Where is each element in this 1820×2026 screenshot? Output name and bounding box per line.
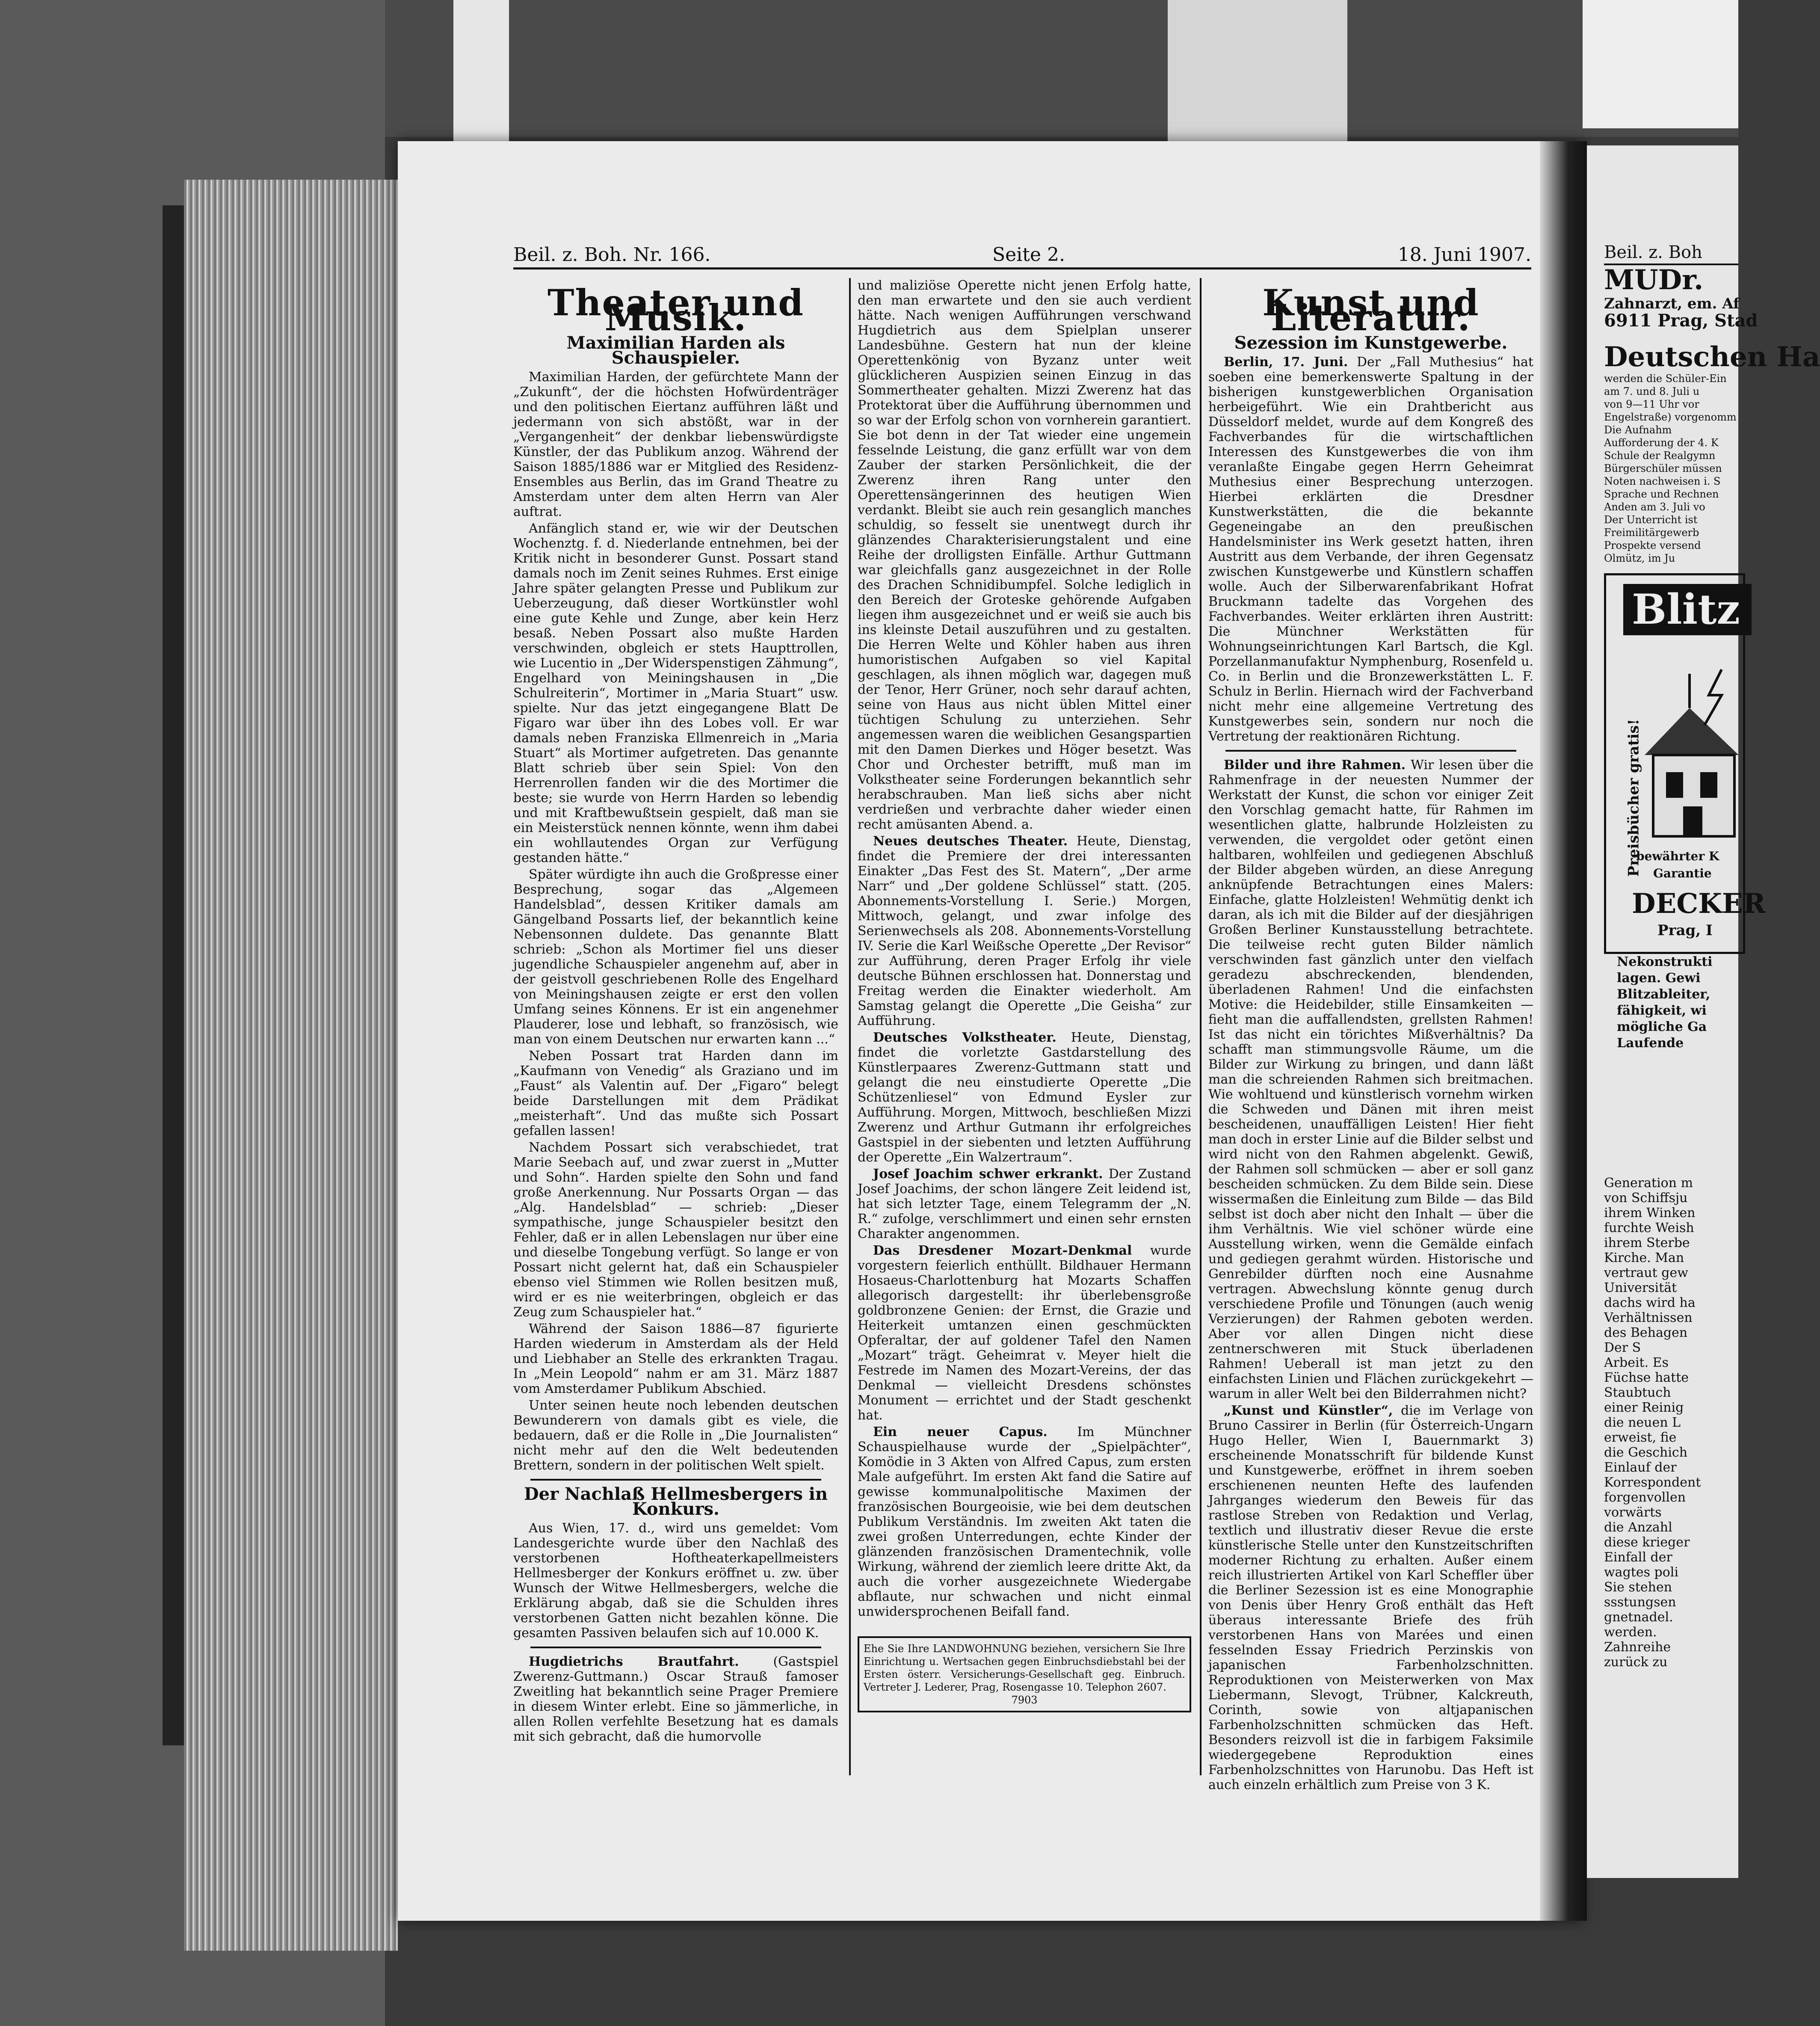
- text-line: des Behagen: [1604, 1325, 1688, 1340]
- text-line: furchte Weish: [1604, 1220, 1694, 1235]
- text-line: Sie stehen: [1604, 1580, 1672, 1595]
- article-text: Heute, Dienstag, findet die vorletzte Gastdarstellung des Künstlerpaares Zwerenz-Guttmann statt und gelangt die neu einstudierte Operette „Die Schützenliesel“ von Edmund Eysler zur Aufführung. Morgen, Mittwoch, beschließen Mizzi Zwerenz und Arthur Gutmann ihr erfolgreiches Gastspiel in der siebenten und letzten Aufführung der Operette „Ein Walzertraum“.: [858, 1030, 1191, 1165]
- article-lead: Bilder und ihre Rahmen.: [1224, 758, 1406, 773]
- text-line: von Schiffsju: [1604, 1191, 1688, 1206]
- column-theater: [513, 278, 838, 1784]
- text-line: Generation m: [1604, 1176, 1693, 1191]
- text-line: ihrem Winken: [1604, 1206, 1696, 1220]
- ad-line: lagen. Gewi: [1617, 971, 1701, 986]
- ad-line: mögliche Ga: [1617, 1019, 1707, 1034]
- paragraph: Während der Saison 1886—87 figurierte Harden wiederum in Amsterdam als der Held und Liebhaber an Stelle des erkrankten Tragau. In „Mein Leopold“ nahm er am 31. März 1887 vom Amsterdamer Publikum Abschied.: [513, 1321, 838, 1396]
- ad-small-text: [1587, 372, 1738, 565]
- paragraph: [513, 1654, 838, 1744]
- paragraph: [1208, 758, 1533, 1401]
- text-line: ihrem Sterbe: [1604, 1235, 1690, 1250]
- next-page: [1587, 145, 1820, 1878]
- ad-line: Laufende: [1617, 1036, 1684, 1051]
- paragraph: [858, 1167, 1191, 1241]
- paragraph: [858, 834, 1191, 1028]
- ad-line: fähigkeit, wi: [1617, 1003, 1707, 1018]
- text-line: einer Reinig: [1604, 1400, 1684, 1415]
- text-line: Staubtuch: [1604, 1385, 1671, 1400]
- next-page-header: Beil. z. Boh: [1604, 243, 1702, 262]
- column-notices: [858, 278, 1191, 1784]
- issue-date: 18. Juni 1907.: [1397, 244, 1531, 266]
- page-edges: [184, 180, 398, 1951]
- text-line: die Geschich: [1604, 1445, 1688, 1460]
- house-lightning-illustration: [1636, 669, 1743, 841]
- divider: [530, 1647, 821, 1648]
- ad-line: Bürgerschüler müssen: [1604, 462, 1722, 474]
- paragraph: Anfänglich stand er, wie wir der Deutschen Wochenztg. f. d. Niederlande entnehmen, bei der Kritik nicht in besonderer Gunst. Possart stand damals noch im Zenit seines Ruhmes. Erst einige Jahre später gelangten Presse und Publikum zur Ueberzeugung, daß dieser Wortkünstler wohl eine gute Kehle und Zunge, aber kein Herz besaß. Neben Possart also mußte Harden verschwinden, obgleich er stets Haupttrollen, wie Lucentio in „Der Widerspenstigen Zähmung“, Engelhard von Meiningshausen in „Die Schulreiterin“, Mortimer in „Maria Stuart“ usw. spielte. Nur das jetzt eingegangene Blatt De Figaro war über ihn des Lobes voll. Er war damals neben Franziska Ellmenreich in „Maria Stuart“ als Mortimer aufgetreten. Das genannte Blatt schrieb über sein Spiel: Von den Herrenrollen fanden wir die des Mortimer die beste; sie wurde von Herrn Harden so lebendig und mit Kraftbewußtsein gespielt, daß man sie ein Meisterstück nennen könnte, wenn ihm dabei ein wohllautendes Organ zur Verfügung gestanden hätte.“: [513, 521, 838, 865]
- article-lead: Hugdietrichs Brautfahrt.: [529, 1654, 739, 1669]
- paragraph: [858, 1030, 1191, 1165]
- ad-line: Prag, I: [1657, 922, 1713, 939]
- ad-vertical-text: Preisbücher gratis!: [1625, 719, 1642, 877]
- paper-strip: [1583, 0, 1738, 128]
- text-line: dachs wird ha: [1604, 1295, 1696, 1310]
- text-line: Arbeit. Es: [1604, 1355, 1669, 1370]
- ad-line: bewährter K: [1636, 849, 1719, 863]
- paragraph: Maximilian Harden, der gefürchtete Mann der „Zukunft“, der die höchsten Hofwürdenträger und den politischen Eiertanz aufführen läßt und jedermann von sich abstößt, war in der „Vergangenheit“ der denkbar liebenswürdigste Künstler, der das Publikum anzog. Während der Saison 1885/1886 war er Mitglied des Residenz-Ensembles aus Berlin, das im Grand Theatre zu Amsterdam unter dem alten Herrn van Aler auftrat.: [513, 370, 838, 519]
- ad-decker: DECKER: [1632, 888, 1766, 920]
- ad-line: Sprache und Rechnen: [1604, 488, 1719, 500]
- paragraph: [1208, 1403, 1533, 1792]
- article-lead: Josef Joachim schwer erkrankt.: [873, 1167, 1103, 1182]
- article-title: Maximilian Harden als Schauspieler.: [566, 333, 785, 368]
- article-text: Der Zustand Josef Joachims, der schon längere Zeit leidend ist, hat sich letzter Tage, einem Telegramm der „N. R.“ zufolge, verschlimmert und einen sehr ernsten Charakter angenommen.: [858, 1167, 1191, 1241]
- ad-line: Anden am 3. Juli vo: [1604, 501, 1705, 513]
- issue-label: Beil. z. Boh. Nr. 166.: [513, 244, 711, 266]
- text-line: vertraut gew: [1604, 1265, 1688, 1280]
- text-line: gnetnadel.: [1604, 1610, 1673, 1625]
- ad-line: Aufforderung der 4. K: [1604, 437, 1719, 449]
- paragraph: und maliziöse Operette nicht jenen Erfolg hatte, den man erwartete und den sie auch verdient hätte. Nach wenigen Aufführungen verschwand Hugdietrich aus dem Spielplan unserer Landesbühne. Gestern hat nun der kleine Operettenkönig von Byzanz unter weit glücklicheren Auspizien seinen Einzug in das Sommertheater gehalten. Mizzi Zwerenz hat das Protektorat über die Aufführung übernommen und so war der Erfolg schon von vornherein garantiert. Sie bot denn in der Tat wieder eine ungemein fesselnde Leistung, die ganz erfüllt war von dem Zauber der starken Persönlichkeit, die der Zwerenz ihren Rang unter den Operettensängerinnen des heutigen Wien verdankt. Bleibt sie auch rein gesanglich manches schuldig, so fesselt sie unentwegt durch ihr glänzendes Charakterisierungstalent und eine Reihe der drolligsten Einfälle. Arthur Guttmann war gleichfalls ganz ausgezeichnet in der Rolle des Drachen Schnidibumpfel. Solche lediglich in den Bereich der Groteske gehörende Aufgaben liegen ihm ausgezeichnet und er weiß sie auch bis ins kleinste Detail auszuführen und zu gestalten. Die Herren Welte und Köhler haben aus ihren humoristischen Aufgaben so viel Kapital geschlagen, als ihnen möglich war, dagegen muß der Tenor, Herr Grüner, noch sehr darauf achten, seine von Haus aus nicht üblen Mittel einer tüchtigen Schulung zu unterziehen. Sehr angemessen waren die weiblichen Gesangspartien mit den Damen Dierkes und Höger besetzt. Was Chor und Orchester betrifft, muß man im Volkstheater seine Forderungen bekanntlich sehr herabschrauben. Man ließ sichs aber nicht verdrießen und verbrachte daher wieder einen recht amüsanten Abend. a.: [858, 278, 1191, 832]
- paragraph: [1208, 355, 1533, 744]
- text-line: Korrespondent: [1604, 1475, 1701, 1490]
- ad-number: 7903: [1011, 1694, 1038, 1706]
- article-text: wurde vorgestern feierlich enthüllt. Bildhauer Hermann Hosaeus-Charlottenburg hat Mozarts Schaffen allegorisch dargestellt: ihr überlebensgroße goldbronzene Genien: der Ernst, die Grazie und Heiterkeit umtanzen einen geschmückten Opferaltar, der auf goldener Tafel den Namen „Mozart“ trägt. Geheimrat v. Meyer hielt die Festrede im Namen des Mozart-Vereins, der das Denkmal — vielleicht Dresdens schönstes Monument — errichtet und der Stadt geschenkt hat.: [858, 1243, 1191, 1423]
- column-kunst: [1208, 278, 1534, 1792]
- article-text: Im Münchner Schauspielhause wurde der „Spielpächter“, Komödie in 3 Akten von Alfred Capus, zum ersten Male aufgeführt. Im ersten Akt fand die Satire auf gewisse kommunalpolitische Maximen der französischen Bourgeoisie, wie bei dem deutschen Publikum Verständnis. Im zweiten Akt taten die zwei großen Unterredungen, echte Kinder der glänzenden französischen Dramentechnik, volle Wirkung, während der ziemlich leere dritte Akt, da auch die vorher ausgezeichnete Wiedergabe abflaute, nur schwachen und nicht einmal unwidersprochenen Beifall fand.: [858, 1425, 1191, 1619]
- blitz-title: Blitz: [1623, 584, 1752, 635]
- ad-line: Olmütz, im Ju: [1604, 552, 1675, 564]
- text-line: werden.: [1604, 1625, 1657, 1640]
- partial-article: [1587, 1176, 1738, 1670]
- book-gutter: [1540, 141, 1587, 1921]
- page-header: [513, 244, 1531, 270]
- paragraph: Neben Possart trat Harden dann im „Kaufmann von Venedig“ als Graziano und im „Faust“ als Valentin auf. Der „Figaro“ belegt beide Darstellungen mit dem Prädikat „meisterhaft“. Und das mußte sich Possart gefallen lassen!: [513, 1049, 838, 1138]
- ad-line: Garantie: [1653, 866, 1712, 880]
- text-line: Füchse hatte: [1604, 1370, 1689, 1385]
- column-divider: [1200, 278, 1201, 1775]
- text-line: zurück zu: [1604, 1655, 1668, 1670]
- section-title: Kunst und Literatur.: [1262, 281, 1480, 339]
- ad-line: von 9—11 Uhr vor: [1604, 398, 1699, 410]
- article-lead: „Kunst und Künstler“,: [1224, 1403, 1393, 1418]
- article-text: die im Verlage von Bruno Cassirer in Berlin (für Österreich-Ungarn Hugo Heller, Wien I, Bauernmarkt 3) erscheinende Monatsschrift für bildende Kunst und Kunstgewerbe, eröffnet in ihrem soeben erschienenen neunten Hefte des laufenden Jahrganges wiederum den Beweis für das rastlose Streben von Redaktion und Verlag, textlich und illustrativ dieser Revue die erste künstlerische Stelle unter den Kunstzeitschriften moderner Richtung zu erhalten. Außer einem reich illustrierten Artikel von Karl Scheffler über die Berliner Sezession ist es eine Monographie von Denis über Henry Groß enthält das Heft überaus interessante Briefe des früh verstorbenen Hans von Marées und einen fesselnden Essay Friedrich Perzinskis von japanischen Farbenholzschnitten. Reproduktionen von Meisterwerken von Max Liebermann, Slevogt, Trübner, Kalckreuth, Corinth, sowie von altjapanischen Farbenholzschnitten schmücken das Heft. Besonders reizvoll ist die in farbigem Faksimile wiedergegebene Reproduktion eines Farbenholzschnittes von Harunobu. Das Heft ist auch einzeln erhältlich zum Preise von 3 K.: [1208, 1403, 1533, 1792]
- ad-block: [1587, 954, 1738, 1052]
- paragraph: [858, 1425, 1191, 1619]
- text-line: Universität: [1604, 1280, 1677, 1295]
- text-line: ssstungsen: [1604, 1595, 1676, 1610]
- article-text: Heute, Dienstag, findet die Premiere der drei interessanten Einakter „Das Fest des St. Matern“, „Der arme Narr“ und „Der goldene Schlüssel“ statt. (205. Abonnements-Vorstellung I. Serie.) Morgen, Mittwoch, gelangt, und zwar infolge des Serienwechsels als 208. Abonnements-Vorstellung IV. Serie die Karl Weißsche Operette „Der Revisor“ zur Aufführung, deren Prager Erfolg ihr viele deutsche Bühnen erschlossen hat. Donnerstag und Freitag werden die Einakter wiederholt. Am Samstag gelangt die Operette „Die Geisha“ zur Aufführung.: [858, 834, 1191, 1028]
- ad-line: Nekonstrukti: [1617, 954, 1713, 969]
- ad-line: Zahnarzt, em. Af: [1604, 295, 1740, 312]
- article-text: Wir lesen über die Rahmenfrage in der neuesten Nummer der Werkstatt der Kunst, die schon vor einiger Zeit den Vorschlag gemacht hatte, für Rahmen im wesentlichen glatte, halbrunde Holzleisten zu verwenden, die vergoldet oder getönt einen haltbaren, wohlfeilen und gediegenen Abschluß der Bilder abgeben würden, an diese Anregung anknüpfende Betrachtungen eines Malers: Einfache, glatte Holzleisten! Wehmütig denkt ich daran, als ich mit die Bilder auf der diesjährigen Großen Berliner Kunstausstellung betrachtete. Die teilweise recht guten Bilder nämlich verschwinden fast gänzlich unter den vielfach geradezu abschreckenden, blendenden, überladenen Rahmen! Und die einfachsten Motive: die Heidebilder, stille Einsamkeiten — fieht man die auffallendsten, grellsten Rahmen! Ist das nicht ein törichtes Mißverhältnis? Da schafft man stimmungsvolle Räume, um die Bilder zur Wirkung zu bringen, und dann läßt man die schreienden Rahmen sich breitmachen. Wie wohltuend und künstlerisch vornehm wirken die Schweden und Dänen mit ihren meist bescheidenen, unauffälligen Leisten! Hier fieht man doch in erster Linie auf die Bilder selbst und wird nicht von den Rahmen abgelenkt. Gewiß, der Rahmen soll schmücken — aber er soll ganz bescheiden schmücken. Zu dem Bilde sein. Diese wissermaßen die Einleitung zum Bilde — das Bild selbst ist doch aber nicht den Inhalt — über die ihm Verhältnis. Wie viel schöner würde eine Ausstellung wirken, wenn die Gemälde einfach und gediegen gerahmt würden. Historische und Genrebilder dürften noch eine Ausnahme vertragen. Abwechslung könnte genug durch verschiedene Profile und Tönungen (auch wenig Verzierungen) der Rahmen geboten werden. Aber vor allen Dingen nicht diese zentnerschweren mit Stuck überladenen Rahmen! Ueberall ist man jetzt zu den einfachsten Linien und Flächen zurückgekehrt — warum in aller Welt bei den Bilderrahmen nicht?: [1208, 758, 1534, 1401]
- text-line: die Anzahl: [1604, 1520, 1672, 1535]
- article-title: Sezession im Kunstgewerbe.: [1234, 333, 1508, 353]
- ad-line: Engelstraße) vorgenomm: [1604, 411, 1737, 423]
- article-text: (Gastspiel Zwerenz-Guttmann.) Oscar Strauß famoser Zweitling hat bekanntlich seine Prager Premiere in diesem Winter erlebt. Eine so jämmerliche, in allen Rollen verfehlte Besetzung hat es damals mit sich gebracht, daß die humorvolle: [513, 1654, 838, 1744]
- article-text: Der „Fall Muthesius“ hat soeben eine bemerkenswerte Spaltung in der bisherigen kunstgewerblichen Organisation herbeigeführt. Wie ein Drahtbericht aus Düsseldorf meldet, wurde auf dem Kongreß des Fachverbandes für die wirtschaftlichen Interessen des Kunstgewerbes die von ihm veranlaßte Eingabe gegen Herrn Geheimrat Muthesius einer Besprechung unterzogen. Hierbei erklärten die Dresdner Kunstwerkstätten, die die bekannte Gegeneingabe an den preußischen Handelsminister ins Werk gesetzt hatten, ihren Austritt aus dem Verbande, der ihren Gegensatz zwischen Kunstgewerbe und Künstlern schaffen wolle. Auch der Silberwarenfabrikant Hofrat Bruckmann tadelte das Vorgehen des Fachverbandes. Weiter erklärten ihren Austritt: Die Münchner Werkstätten für Wohnungseinrichtungen Karl Bartsch, die Kgl. Porzellanmanufaktur Nymphenburg, Rosenfeld u. Co. in Berlin und die Bronzewerkstätten L. F. Schulz in Berlin. Hiernach wird der Fachverband nicht mehr eine allgemeine Vertretung des Kunstgewerbes sein, sondern nur noch die Vertretung der reaktionären Richtung.: [1208, 355, 1533, 744]
- ad-line: Schule der Realgymn: [1604, 450, 1716, 462]
- text-line: Zahnreihe: [1604, 1640, 1671, 1655]
- text-line: erweist, fie: [1604, 1430, 1677, 1445]
- paragraph: Nachdem Possart sich verabschiedet, trat Marie Seebach auf, und zwar zuerst in „Mutter und Sohn“. Harden spielte den Sohn und fand große Anerkennung. Nur Possarts Organ — das „Alg. Handelsblad“ — schrieb: „Dieser sympathische, junge Schauspieler besitzt den Fehler, daß er in allen Lebenslagen nur über eine und dieselbe Tongebung verfügt. So lange er von Possart nicht gelernt hat, daß ein Schauspieler ebenso viel Stimmen wie Rollen besitzen muß, wird er es nie weiterbringen, obgleich er das Zeug zum Schauspieler hat.“: [513, 1140, 838, 1320]
- text-line: diese krieger: [1604, 1535, 1690, 1550]
- article-lead: Neues deutsches Theater.: [873, 834, 1068, 849]
- ad-line: Noten nachweisen i. S: [1604, 475, 1721, 487]
- text-line: Einfall der: [1604, 1550, 1672, 1565]
- text-line: Kirche. Man: [1604, 1250, 1684, 1265]
- ad-line: Freimilitärgewerb: [1604, 527, 1699, 539]
- ad-mudr: MUDr.: [1604, 264, 1704, 296]
- ad-text: Ehe Sie Ihre LANDWOHNUNG beziehen, versichern Sie Ihre Einrichtung u. Wertsachen gegen Einbruchsdiebstahl bei der Ersten österr. Versicherungs-Gesellschaft geg. Einbruch. Vertreter J. Lederer, Prag, Rosengasse 10. Telephon 2607.: [864, 1643, 1185, 1693]
- article-lead: Berlin, 17. Juni.: [1224, 355, 1348, 370]
- ad-deutschen: Deutschen Ha: [1604, 341, 1820, 373]
- text-line: forgenvollen: [1604, 1490, 1686, 1505]
- section-title: Theater und Musik.: [547, 281, 805, 339]
- ad-line: 6911 Prag, Stad: [1604, 311, 1758, 331]
- paragraph: Aus Wien, 17. d., wird uns gemeldet: Vom Landesgerichte wurde über den Nachlaß des verstorbenen Hoftheaterkapellmeisters Hellmesberger der Konkurs eröffnet u. zw. über Wunsch der Witwe Hellmesbergers, welche die Erklärung abgab, daß sie die Schulden ihres verstorbenen Gatten nicht bezahlen könne. Die gesamten Passiven belaufen sich auf 10.000 K.: [513, 1521, 838, 1641]
- ad-line: werden die Schüler-Ein: [1604, 373, 1727, 385]
- article-lead: Ein neuer Capus.: [873, 1425, 1048, 1440]
- divider: [530, 1479, 821, 1481]
- paragraph: [858, 1243, 1191, 1423]
- ad-line: am 7. und 8. Juli u: [1604, 385, 1700, 397]
- ad-line: Der Unterricht ist: [1604, 514, 1698, 526]
- article-lead: Deutsches Volkstheater.: [873, 1030, 1056, 1045]
- text-line: wagtes poli: [1604, 1565, 1678, 1580]
- text-line: Der S: [1604, 1340, 1641, 1355]
- paragraph: Unter seinen heute noch lebenden deutschen Bewunderern von damals gibt es viele, die bedauern, daß er die Rolle in „Die Journalisten“ nicht mehr auf den die Welt bedeutenden Brettern, sondern in der politischen Welt spielt.: [513, 1398, 838, 1473]
- text-line: Verhältnissen: [1604, 1310, 1693, 1325]
- paragraph: Später würdigte ihn auch die Großpresse einer Besprechung, sogar das „Algemeen Handelsblad“, dessen Kritiker damals am Gängelband Possarts lief, der bekanntlich keine Nebensonnen duldete. Das genannte Blatt schrieb: „Schon als Mortimer fiel uns dieser jugendliche Schauspieler angenehm auf, aber in der geistvoll geschriebenen Rolle des Engelhard von Meiningshausen zeigte er erst den vollen Umfang seines Könnens. Er ist ein angenehmer Plauderer, lose und lebhaft, so französisch, wie man von einem Deutschen nur erwarten kann ...“: [513, 867, 838, 1047]
- text-line: vorwärts: [1604, 1505, 1662, 1520]
- blitz-ad: [1604, 573, 1766, 954]
- page-number: Seite 2.: [992, 244, 1065, 266]
- ad-line: Die Aufnahm: [1604, 424, 1672, 436]
- text-line: Einlauf der: [1604, 1460, 1677, 1475]
- article-lead: Das Dresdener Mozart-Denkmal: [873, 1243, 1132, 1258]
- column-divider: [849, 278, 851, 1775]
- article-title: Der Nachlaß Hellmesbergers in Konkurs.: [524, 1484, 828, 1519]
- ad-line: Prospekte versend: [1604, 539, 1701, 551]
- insurance-ad: [858, 1636, 1191, 1712]
- divider: [1225, 750, 1516, 752]
- ad-line: Blitzableiter,: [1617, 987, 1711, 1002]
- text-line: die neuen L: [1604, 1415, 1681, 1430]
